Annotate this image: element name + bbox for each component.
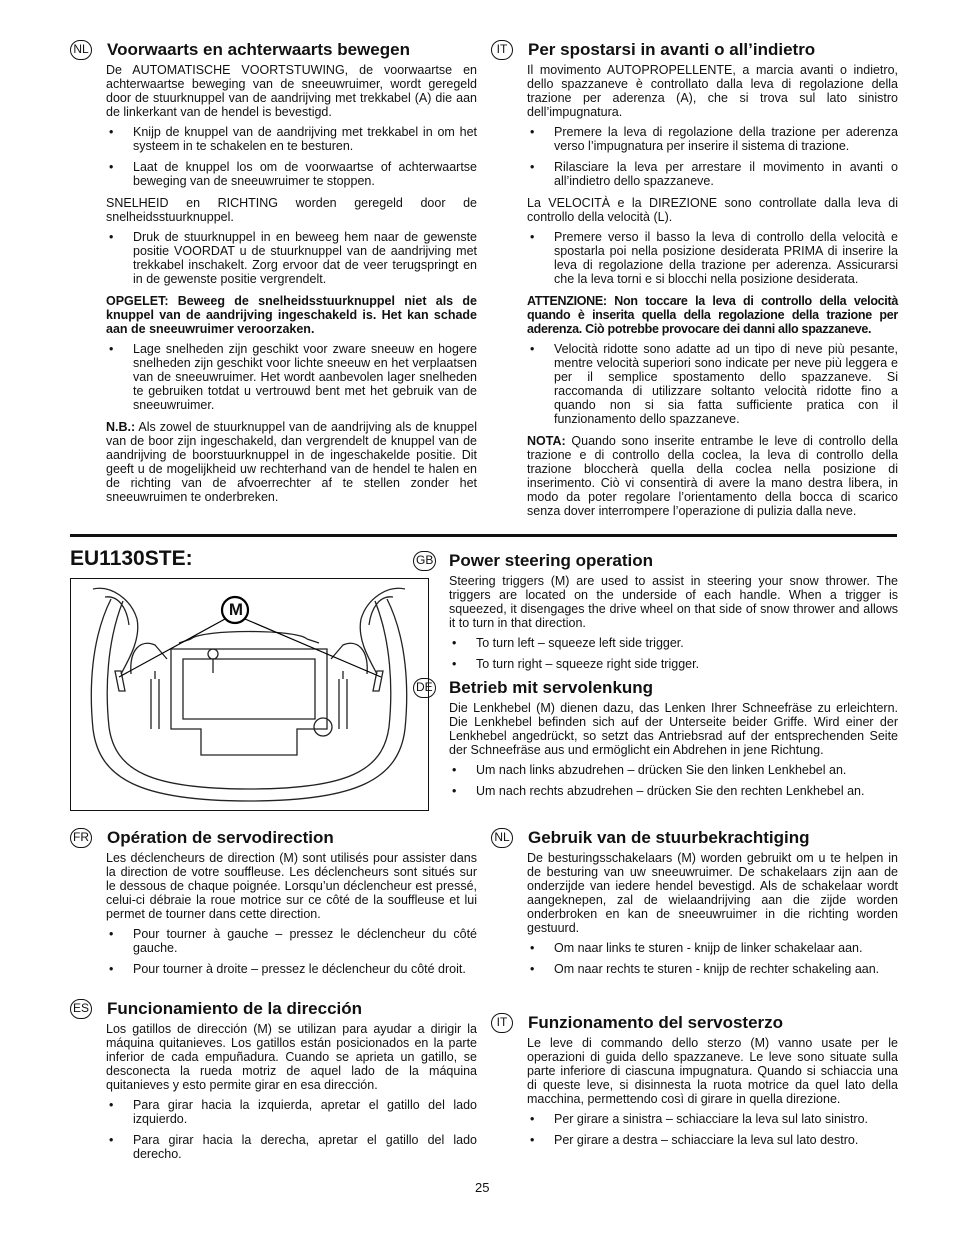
note-paragraph [106,420,477,504]
list-item: • Per girare a destra – schiacciare la leva sul lato destro. [527,1133,898,1147]
list-item: • Premere la leva di regolazione della trazione per aderenza verso l’impugnatura per inserire il sistema di trazione. [527,125,898,153]
section-header [491,1013,898,1033]
paragraph: Steering triggers (M) are used to assist in steering your snow thrower. The triggers are located on the underside of each handle. When a trigger is squeezed, it disengages the drive wheel on that side of snow thrower and allows it to turn in that direction. [449,574,898,630]
language-tag: IT [491,1013,513,1033]
list-item: • Rilasciare la leva per arrestare il movimento in avanti o all’indietro dello spazzaneve. [527,160,898,188]
bullet-list [527,941,898,976]
list-item: • Para girar hacia la derecha, apretar el gatillo del lado derecho. [106,1133,477,1161]
language-tag: DE [413,678,436,698]
section-title: Funzionamento del servosterzo [528,1013,784,1032]
section-nl-power-steering [491,828,898,976]
list-item: • Laat de knuppel los om de voorwaartse of achterwaartse beweging van de sneeuwruimer te stoppen. [106,160,477,188]
list-item: • Knijp de knuppel van de aandrijving met trekkabel in om het systeem in te schakelen en te besturen. [106,125,477,153]
section-title: Betrieb mit servolenkung [449,678,654,697]
bullet-list [527,230,898,286]
section-title: Opération de servodirection [107,828,334,847]
language-tag: ES [70,999,92,1019]
bullet-list [106,230,477,286]
paragraph: Les déclencheurs de direction (M) sont utilisés pour assister dans la direction de votre souffleuse. Les déclencheurs sont situés sur le dessous de chaque poignée. Lorsqu’un déclencheur est pressé, celui-ci débraie la roue motrice sur ce côté de la souffleuse et lui permet de tourner dans cette direction. [106,851,477,921]
section-header [491,40,898,60]
note-label: N.B.: [106,420,136,434]
section-title: Per spostarsi in avanti o all’indietro [528,40,816,59]
section-title: Funcionamiento de la dirección [107,999,363,1018]
page-number: 25 [475,1180,490,1195]
section-fr-power-steering [70,828,477,976]
section-es-power-steering [70,999,477,1161]
list-item: • Om naar links te sturen - knijp de linker schakelaar aan. [527,941,898,955]
section-title: Voorwaarts en achterwaarts bewegen [107,40,410,59]
paragraph: Le leve di commando dello sterzo (M) vanno usate per le operazioni di guida dello spazzaneve. Le leve sono situate sulla parte inferiore di ciascuna impugnatura. Quando si schiaccia una di queste leve, si disinnesta la ruota motrice da quel lato della macchina, permettendo così di girare in quella direzione. [527,1036,898,1106]
section-header [70,999,477,1019]
handle-illustration [70,578,429,811]
list-item: • Um nach links abzudrehen – drücken Sie den linken Lenkhebel an. [449,763,898,777]
language-tag: IT [491,40,513,60]
section-title: Gebruik van de stuurbekrachtiging [528,828,810,847]
list-item: • Pour tourner à droite – pressez le déclencheur du côté droit. [106,962,477,976]
note-label: NOTA: [527,434,566,448]
section-title: Power steering operation [449,551,654,570]
section-nl-forward-backward [70,40,477,504]
list-item: • To turn left – squeeze left side trigger. [449,636,898,650]
warning-text: ATTENZIONE: Non toccare la leva di controllo della velocità quando è inserita quella della regolazione della trazione per aderenza. Ciò potrebbe provocare dei danni allo spazzaneve. [527,294,898,336]
section-header [70,40,477,60]
warning-text: OPGELET: Beweeg de snelheidsstuurknuppel niet als de knuppel van de aandrijving ingeschakeld is. Het kan schade aan de sneeuwruimer veroorzaken. [106,294,477,336]
bullet-list [106,1098,477,1161]
bullet-list [527,125,898,188]
language-tag: GB [413,551,436,571]
bullet-list [106,927,477,976]
paragraph: De AUTOMATISCHE VOORTSTUWING, de voorwaartse en achterwaartse beweging van de sneeuwruimer, wordt geregeld door de stuurknuppel van de aandrijving met trekkabel (A) die aan de linkerkant van de hendel is bevestigd. [106,63,477,119]
list-item: • Um nach rechts abzudrehen – drücken Sie den rechten Lenkhebel an. [449,784,898,798]
bullet-list [527,342,898,426]
bullet-list [106,342,477,412]
section-divider [70,534,897,537]
model-title: EU1130STE: [70,547,193,570]
section-it-power-steering [491,1013,898,1147]
list-item: • Lage snelheden zijn geschikt voor zware sneeuw en hogere snelheden zijn geschikt voor lichte sneeuw en het verplaatsen van de sneeuwruimer. Het wordt aanbevolen lager snelheden te gebruiken totdat u vertrouwd bent met het gebruik van de sneeuwruimer. [106,342,477,412]
section-gb-power-steering [413,551,898,671]
paragraph: Die Lenkhebel (M) dienen dazu, das Lenken Ihrer Schneefräse zu erleichtern. Die Lenkhebel befinden sich auf der Unterseite beider Griffe. Wird einer der Lenkhebel angedrückt, so setzt das Antriebsrad auf der entsprechenden Seite der Schneefräse aus und ermöglicht ein Abdrehen in jene Richtung. [449,701,898,757]
list-item: • To turn right – squeeze right side trigger. [449,657,898,671]
list-item: • Premere verso il basso la leva di controllo della velocità e spostarla poi nella posizione desiderata PRIMA di inserire la leva di regolazione della trazione per aderenza. Assicurarsi che la leva torni e si blocchi nella posizione desiderata. [527,230,898,286]
paragraph: Il movimento AUTOPROPELLENTE, a marcia avanti o indietro, dello spazzaneve è controllato dalla leva di regolazione della trazione per aderenza (A), che si trova sul lato sinistro dell’impugnatura. [527,63,898,119]
language-tag: FR [70,828,92,848]
list-item: • Druk de stuurknuppel in en beweeg hem naar de gewenste positie VOORDAT u de stuurknuppel van de aandrijving met trekkabel inschakelt. Zorg ervoor dat de veer terugspringt en in de gewenste positie vergrendelt. [106,230,477,286]
bullet-list [106,125,477,188]
list-item: • Om naar rechts te sturen - knijp de rechter schakeling aan. [527,962,898,976]
section-de-power-steering [413,678,898,798]
list-item: • Para girar hacia la izquierda, apretar el gatillo del lado izquierdo. [106,1098,477,1126]
note-text: Als zowel de stuurknuppel van de aandrijving als de knuppel van de boor zijn ingeschakeld, dan vergrendelt de knuppel van de aandrijving de boorstuurknuppel in de ingeschakelde positie. Dit geeft u de mogelijkheid uw rechterhand van de hendel te halen en de richting van de afvoerrechter af te stellen zonder het sneeuwruimen te onderbreken. [106,420,477,504]
language-tag: NL [491,828,513,848]
list-item: • Pour tourner à gauche – pressez le déclencheur du côté gauche. [106,927,477,955]
bullet-list [449,636,898,671]
paragraph: De besturingsschakelaars (M) worden gebruikt om u te helpen in de besturing van uw sneeuwruimer. De schakelaars zijn aan de onderzijde van iedere hendel bevestigd. Als de schakelaar wordt aangeknepen, zal de wielaandrijving aan die zijde worden onderbroken en kan de sneeuwruimer in die richting worden gestuurd. [527,851,898,935]
section-header [413,551,898,571]
figure-label: M [228,600,244,619]
section-header [413,678,898,698]
list-item: • Velocità ridotte sono adatte ad un tipo di neve più pesante, mentre velocità superiori sono indicate per neve più leggera e per il semplice spostamento dello spazzaneve. Si raccomanda di utilizzare soltanto velocità ridotte fino a quando non si sia fatta sufficiente pratica con il funzionamento dello spazzaneve. [527,342,898,426]
paragraph: Los gatillos de dirección (M) se utilizan para ayudar a dirigir la máquina quitanieves. Los gatillos están posicionados en la parte inferior de cada empuñadura. Cuando se aprieta un gatillo, se desconecta la rueda motriz de aquel lado de la máquina quitanieves y esto permite girar en esa dirección. [106,1022,477,1092]
bullet-list [449,763,898,798]
note-text: Quando sono inserite entrambe le leve di controllo della trazione e di controllo della coclea, la leva di controllo della trazione bloccherà quella della coclea nella posizione di inserimento. Ciò vi consentirà di avere la mano destra libera, in modo da poter regolare l’orientamento della bocca di scarico senza dover interrompere l’operazione di pulizia dalla neve. [527,434,898,518]
paragraph: La VELOCITÀ e la DIREZIONE sono controllate dalla leva di controllo della velocità (L). [527,196,898,224]
language-tag: NL [70,40,92,60]
list-item: • Per girare a sinistra – schiacciare la leva sul lato sinistro. [527,1112,898,1126]
section-header [491,828,898,848]
snow-thrower-handles-drawing [71,579,427,809]
paragraph: SNELHEID en RICHTING worden geregeld door de snelheidsstuurknuppel. [106,196,477,224]
section-it-forward-backward [491,40,898,518]
bullet-list [527,1112,898,1147]
note-paragraph [527,434,898,518]
section-header [70,828,477,848]
